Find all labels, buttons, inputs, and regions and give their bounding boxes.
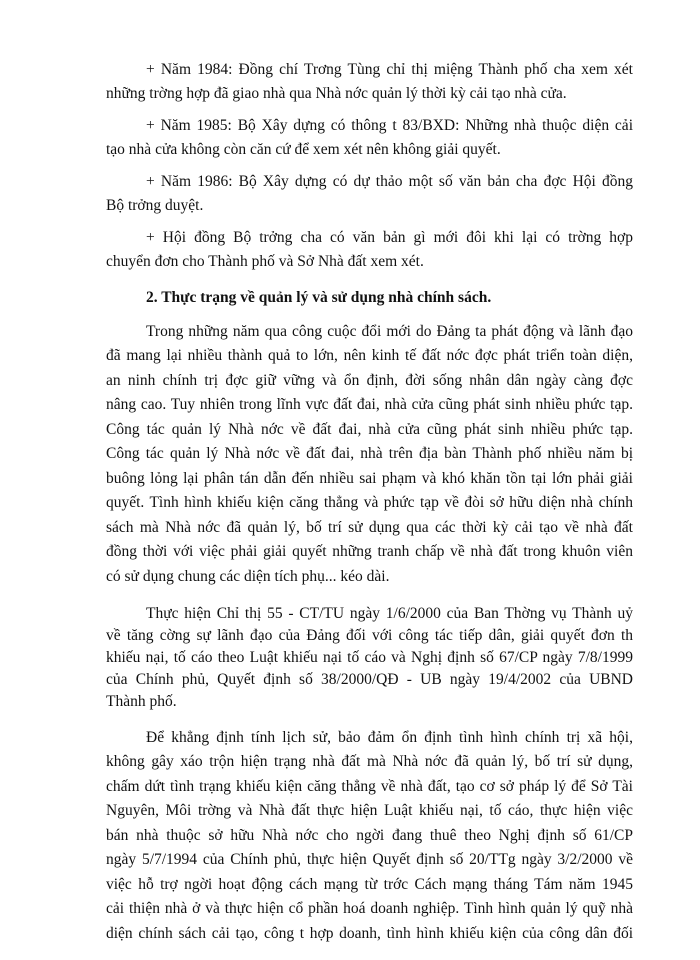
history-item-1985-line-1: + Năm 1985: Bộ Xây dựng có thông t 83/BXD: Những nhà thuộc diện cải [146, 117, 633, 134]
paragraph-line: Công tác quản lý Nhà nớc về đất đai, nhà cửa cũng phát sinh nhiều phức tạp. [106, 421, 633, 438]
paragraph-line: có sử dụng chung các diện tích phụ... kéo dài. [106, 568, 390, 585]
history-item-1984-line-2: những trờng hợp đã giao nhà qua Nhà nớc quản lý thời kỳ cải tạo nhà cửa. [106, 85, 567, 102]
history-item-1986-line-2: Bộ trởng duyệt. [106, 197, 204, 214]
history-item-1984-line-1: + Năm 1984: Đồng chí Trơng Tùng chỉ thị miệng Thành phố cha xem xét [146, 61, 633, 78]
paragraph-line: ngày 5/7/1994 của Chính phủ, thực hiện Quyết định số 20/TTg ngày 3/2/2000 về [106, 851, 633, 868]
paragraph-line: sách mà Nhà nớc đã quản lý, bố trí sử dụng qua các thời kỳ cải tạo về nhà đất [106, 519, 633, 536]
history-item-1985-line-2: tạo nhà cửa không còn căn cứ để xem xét nên không giải quyết. [106, 141, 501, 158]
paragraph-line: Công tác quản lý Nhà nớc về đất đai, nhà trên địa bàn Thành phố nhiều năm bị [106, 445, 633, 462]
section-heading: 2. Thực trạng về quản lý và sử dụng nhà chính sách. [146, 289, 492, 306]
paragraph-line: bán nhà thuộc sở hữu Nhà nớc cho ngời đang thuê theo Nghị định số 61/CP [106, 827, 633, 844]
paragraph-line: Trong những năm qua công cuộc đổi mới do Đảng ta phát động và lãnh đạo [146, 323, 633, 340]
paragraph-line: của Chính phủ, Quyết định số 38/2000/QĐ - UB ngày 19/4/2002 của UBND [106, 671, 633, 688]
paragraph-line: Để khẳng định tính lịch sử, bảo đảm ổn định tình hình chính trị xã hội, [146, 729, 633, 746]
paragraph-line: đồng thời với việc phải giải quyết những tranh chấp về nhà đất trong khuôn viên [106, 543, 633, 560]
paragraph-line: về tăng cờng sự lãnh đạo của Đảng đối với công tác tiếp dân, giải quyết đơn th [106, 627, 633, 644]
paragraph-line: an ninh chính trị đợc giữ vững và ổn định, đời sống nhân dân ngày càng đợc [106, 372, 633, 389]
history-item-1986-line-1: + Năm 1986: Bộ Xây dựng có dự thảo một số văn bản cha đợc Hội đồng [146, 173, 633, 190]
paragraph-line: quyết. Tình hình khiếu kiện căng thẳng và phức tạp về đòi sở hữu diện nhà chính [106, 494, 633, 511]
paragraph-line: khiếu nại, tố cáo theo Luật khiếu nại tố cáo và Nghị định số 67/CP ngày 7/8/1999 [106, 649, 633, 666]
paragraph-line: buông lỏng lại phân tán dẫn đến nhiều sai phạm và khó khăn tồn tại lớn phải giải [106, 470, 633, 487]
paragraph-line: Thực hiện Chỉ thị 55 - CT/TU ngày 1/6/2000 của Ban Thờng vụ Thành uỷ [146, 605, 633, 622]
paragraph-line: việc hỗ trợ ngời hoạt động cách mạng từ trớc Cách mạng tháng Tám năm 1945 [106, 876, 633, 893]
paragraph-line: chấm dứt tình trạng khiếu kiện căng thẳng về nhà đất, tạo cơ sở pháp lý để Sở Tài [106, 778, 633, 795]
paragraph-line: Nguyên, Môi trờng và Nhà đất thực hiện Luật khiếu nại, tố cáo, thực hiện việc [106, 802, 633, 819]
paragraph-line: diện chính sách cải tạo, công t hợp doanh, tình hình khiếu kiện của công dân đối [106, 925, 633, 942]
paragraph-line: cải thiện nhà ở và thực hiện cổ phần hoá doanh nghiệp. Tình hình quản lý quỹ nhà [106, 900, 633, 917]
paragraph-line: nâng cao. Tuy nhiên trong lĩnh vực đất đai, nhà cửa cũng phát sinh nhiều phức tạp. [106, 396, 633, 413]
paragraph-line: không gây xáo trộn hiện trạng nhà đất mà Nhà nớc đã quản lý, bố trí sử dụng, [106, 753, 633, 770]
paragraph-line: đã mang lại nhiều thành quả to lớn, nên kinh tế đất nớc đợc phát triển toàn diện, [106, 347, 633, 364]
history-item-council-line-2: chuyển đơn cho Thành phố và Sở Nhà đất xem xét. [106, 253, 424, 270]
paragraph-line: Thành phố. [106, 693, 177, 710]
history-item-council-line-1: + Hội đồng Bộ trởng cha có văn bản gì mới đôi khi lại có trờng hợp [146, 229, 633, 246]
